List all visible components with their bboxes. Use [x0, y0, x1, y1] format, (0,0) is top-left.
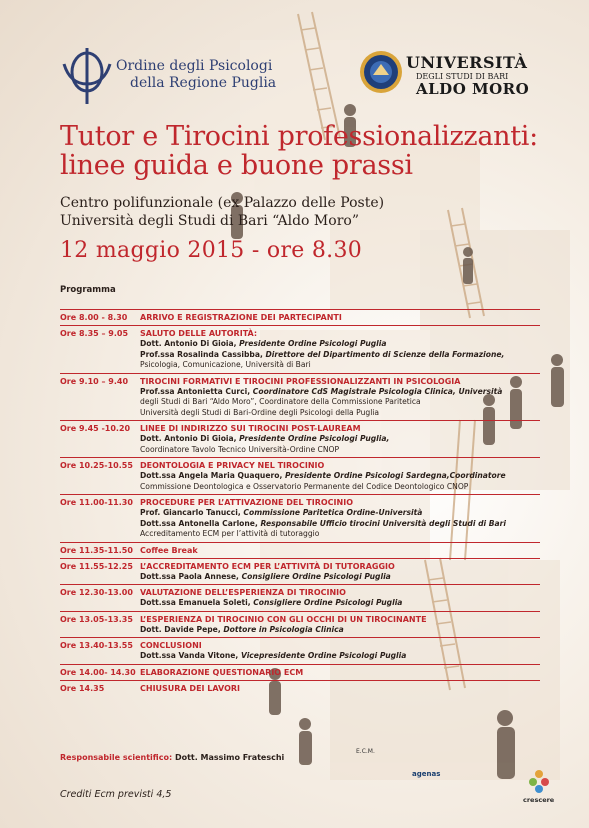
- speaker-line: [140, 471, 540, 482]
- speaker-role-cont: Coordinatore Tavolo Tecnico Università-Ordine CNOP: [140, 444, 340, 454]
- crescere-logo-text: crescere: [523, 796, 555, 804]
- speaker-name: Dott.ssa Paola Annese,: [140, 571, 239, 581]
- speaker-line: [140, 434, 540, 445]
- agenas-logo-text: agenas: [412, 770, 441, 778]
- speaker-line: [140, 350, 540, 361]
- schedule-title: SALUTO DELLE AUTORITÀ:: [140, 329, 258, 338]
- speaker-role: Commissione Paritetica Ordine-Università: [240, 508, 423, 517]
- speaker-role-cont: Accreditamento ECM per l’attività di tutoraggio: [140, 529, 320, 538]
- org-line-1: Ordine degli Psicologi: [116, 58, 273, 74]
- speaker-name: Dott. Antonio Di Gioia,: [140, 339, 237, 348]
- speaker-name: Dott. Davide Pepe,: [140, 624, 221, 634]
- speaker-role-cont: degli Studi di Bari “Aldo Moro”, Coordinatore della Commissione Paritetica: [140, 397, 421, 406]
- uni-line-2: DEGLI STUDI DI BARI: [416, 72, 509, 81]
- schedule-row: [60, 309, 540, 325]
- speaker-role-cont: Psicologia, Comunicazione, Università di Bari: [140, 360, 311, 369]
- venue: [60, 194, 384, 230]
- speaker-role-cont: Commissione Deontologica e Osservatorio Permanente del Codice Deontologico CNOP: [140, 481, 469, 491]
- ecm-logo: [356, 748, 375, 755]
- schedule-row: [60, 611, 540, 638]
- schedule-row: [60, 584, 540, 611]
- speaker-name: Prof.ssa Antonietta Curci,: [140, 386, 251, 396]
- schedule-time: Ore 9.10 – 9.40: [60, 376, 129, 386]
- schedule-time: Ore 14.00- 14.30: [60, 667, 136, 677]
- speaker-line: [140, 625, 540, 636]
- schedule-time: Ore 11.00-11.30: [60, 498, 133, 507]
- schedule-title: ELABORAZIONE QUESTIONARIO ECM: [140, 667, 304, 677]
- university-name: [406, 54, 529, 98]
- schedule-row: [60, 558, 540, 585]
- agenas-logo: [412, 770, 440, 778]
- schedule-time: Ore 8.00 - 8.30: [60, 313, 128, 322]
- speaker-role: Consigliere Ordine Psicologi Puglia: [250, 598, 403, 607]
- schedule-title: DEONTOLOGIA E PRIVACY NEL TIROCINIO: [140, 461, 325, 470]
- scientific-name: Dott. Massimo Frateschi: [172, 753, 285, 762]
- org-line-2: della Regione Puglia: [130, 75, 277, 91]
- speaker-role: Presidente Ordine Psicologi Sardegna,Coordinatore: [282, 471, 506, 480]
- speaker-line: [140, 651, 540, 662]
- schedule-title: VALUTAZIONE DELL’ESPERIENZA DI TIROCINIO: [140, 588, 346, 597]
- speaker-name: Dott. Antonio Di Gioia,: [140, 434, 237, 443]
- schedule-title: TIROCINI FORMATIVI E TIROCINI PROFESSIONALIZZANTI IN PSICOLOGIA: [140, 376, 461, 386]
- event-date: 12 maggio 2015 - ore 8.30: [60, 238, 363, 263]
- schedule-row: [60, 542, 540, 558]
- speaker-role: Presidente Ordine Psicologi Puglia: [236, 339, 387, 348]
- schedule-time: Ore 9.45 -10.20: [60, 424, 131, 433]
- scientific-lead: [60, 753, 284, 762]
- speaker-role: Direttore del Dipartimento di Scienze della Formazione,: [262, 349, 505, 359]
- schedule-title: PROCEDURE PER L’ATTIVAZIONE DEL TIROCINIO: [140, 498, 353, 507]
- uni-line-1: UNIVERSITÀ: [406, 53, 528, 72]
- schedule-time: Ore 12.30-13.00: [60, 588, 133, 597]
- speaker-role: Coordinatore CdS Magistrale Psicologia Clinica, Università: [250, 386, 503, 396]
- speaker-name: Dott.ssa Emanuela Soleti,: [140, 598, 251, 607]
- schedule-row: [60, 325, 540, 373]
- schedule-title: CHIUSURA DEI LAVORI: [140, 683, 241, 693]
- programma-label: Programma: [60, 285, 116, 295]
- ecm-logo-text: E.C.M.: [356, 748, 375, 755]
- schedule-title: CONCLUSIONI: [140, 641, 202, 650]
- speaker-role: Dottore in Psicologia Clinica: [220, 624, 344, 634]
- schedule-time: Ore 14.35: [60, 683, 105, 693]
- schedule-title: LINEE DI INDIRIZZO SUI TIROCINI POST-LAUREAM: [140, 424, 361, 433]
- schedule: [60, 309, 540, 696]
- speaker-name: Dott.ssa Antonella Carlone,: [140, 518, 258, 528]
- schedule-row: [60, 637, 540, 664]
- psi-logo-icon: [56, 44, 118, 106]
- schedule-time: Ore 13.40-13.55: [60, 641, 133, 650]
- venue-line-1: Centro polifunzionale (ex Palazzo delle Poste): [60, 195, 385, 211]
- title-line-2: linee guida e buone prassi: [60, 150, 413, 181]
- speaker-role: Vicepresidente Ordine Psicologi Puglia: [238, 651, 407, 660]
- speaker-line: [140, 339, 540, 350]
- speaker-role: Presidente Ordine Psicologi Puglia,: [236, 434, 390, 443]
- schedule-title: L’ACCREDITAMENTO ECM PER L’ATTIVITÀ DI TUTORAGGIO: [140, 561, 395, 571]
- university-seal-icon: [359, 50, 403, 94]
- venue-line-2: Università degli Studi di Bari “Aldo Moro”: [60, 213, 359, 229]
- schedule-time: Ore 13.05-13.35: [60, 614, 133, 624]
- speaker-name: Prof.ssa Rosalinda Cassibba,: [140, 349, 263, 359]
- speaker-line: [140, 508, 540, 519]
- speaker-line: [140, 598, 540, 609]
- schedule-time: Ore 11.55-12.25: [60, 561, 133, 571]
- schedule-row: [60, 373, 540, 421]
- schedule-title: L’ESPERIENZA DI TIROCINIO CON GLI OCCHI DI UN TIROCINANTE: [140, 614, 427, 624]
- speaker-name: Dott.ssa Angela Maria Quaquero,: [140, 471, 283, 480]
- speaker-line: [140, 387, 540, 398]
- schedule-title: ARRIVO E REGISTRAZIONE DEI PARTECIPANTI: [140, 313, 342, 322]
- title-line-1: Tutor e Tirocini professionalizzanti:: [60, 121, 538, 152]
- schedule-time: Ore 11.35-11.50: [60, 545, 133, 555]
- speaker-name: Dott.ssa Vanda Vitone,: [140, 651, 239, 660]
- schedule-row: [60, 494, 540, 542]
- speaker-line: [140, 572, 540, 583]
- speaker-role: Responsabile Ufficio tirocini Università degli Studi di Bari: [257, 518, 507, 528]
- ecm-credits: Crediti Ecm previsti 4,5: [60, 789, 172, 800]
- schedule-time: Ore 8.35 – 9.05: [60, 329, 129, 338]
- crescere-logo: [523, 796, 554, 804]
- speaker-line: [140, 519, 540, 530]
- schedule-row: [60, 680, 540, 696]
- schedule-row: [60, 664, 540, 680]
- org-name: [116, 58, 276, 92]
- schedule-row: [60, 420, 540, 457]
- schedule-title: Coffee Break: [140, 545, 198, 555]
- speaker-name: Prof. Giancarlo Tanucci,: [140, 508, 241, 517]
- schedule-time: Ore 10.25-10.55: [60, 461, 133, 470]
- event-title: [60, 122, 538, 180]
- crescere-logo-icon: [528, 768, 550, 794]
- speaker-role-cont: Università degli Studi di Bari-Ordine degli Psicologi della Puglia: [140, 407, 380, 417]
- uni-line-3: ALDO MORO: [416, 80, 530, 98]
- schedule-row: [60, 457, 540, 494]
- scientific-label: Responsabile scientifico:: [60, 753, 173, 762]
- speaker-role: Consigliere Ordine Psicologi Puglia: [238, 571, 391, 581]
